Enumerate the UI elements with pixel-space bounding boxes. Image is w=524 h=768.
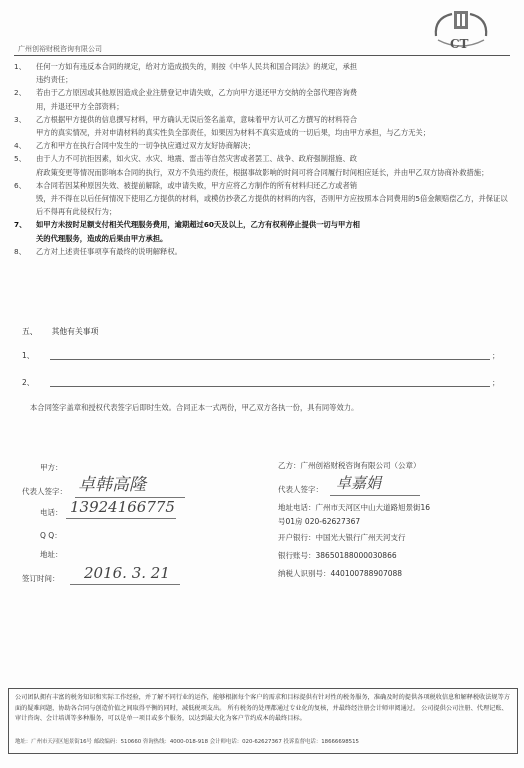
signature-line (330, 495, 420, 496)
clause-text: 乙方对上述责任事项享有最终的说明解释权。 (36, 246, 182, 256)
party-a-signature: 卓韩高隆 (78, 475, 146, 495)
clause-cont: 违约责任； (36, 75, 73, 85)
party-a-rep-label: 代表人签字： (22, 487, 67, 496)
clause-cont: 用，并退还甲方全部资料； (36, 101, 124, 111)
clause-text: 乙方根据甲方提供的信息撰写材料，甲方确认无误后签名盖章，意味着甲方认可乙方撰写的材料符合 (36, 114, 358, 124)
clause-8: 8、 乙方对上述责任事项享有最终的说明解释权。 (14, 245, 508, 258)
svg-text:CT: CT (450, 37, 469, 51)
party-a-date-label: 签订时间： (22, 574, 60, 583)
party-b-rep-label: 代表人签字： (278, 485, 323, 494)
clause-cont: 府政策变更等情况而影响本合同的执行，双方不负违约责任，根据事故影响的时间可将合同履行时间相应延长，并由甲乙双方协商补救措施； (36, 167, 489, 177)
header-company-name: 广州创裕财税咨询有限公司 (18, 45, 102, 53)
party-a-address-label: 地址： (40, 550, 63, 559)
party-b-bank: 开户银行：中国光大银行广州天河支行 (278, 533, 406, 542)
liability-clauses (14, 60, 508, 258)
clause-cont: 毁，并不得在以后任何情况下使用乙方提供的材料，或模仿抄袭乙方提供的材料的内容，否则甲方应按照本合同费用的5倍金额赔偿乙方，并保证以后不得再有此侵权行为； (36, 194, 508, 217)
footer-address: 地址：广州市天河区旭景街16号 邮政编码：510660 咨询热线：4000-018-918 会计师电话：020-62627367 投诉监督电话：18666698515 (15, 739, 359, 745)
date-line (70, 584, 180, 585)
party-a-phone: 13924166775 (70, 498, 175, 516)
clause-cont: 关的代理服务，造成的后果由甲方承担。 (36, 233, 168, 243)
footer-box (8, 688, 518, 754)
company-logo-icon (430, 8, 492, 54)
clause-7: 7、 如甲方未按时足额支付相关代理服务费用，逾期超过60天及以上，乙方有权利停止提供一切与甲方相 关的代理服务，造成的后果由甲方承担。 (14, 218, 508, 244)
clause-4: 4、 乙方和甲方在执行合同中发生的一切争执应通过双方友好协商解决； (14, 139, 508, 152)
clause-1: 1、 任何一方如有违反本合同的规定，给对方造成损失的，则按《中华人民共和国合同法》的规定，承担 违约责任； (14, 60, 508, 86)
clause-text: 任何一方如有违反本合同的规定，给对方造成损失的，则按《中华人民共和国合同法》的规定，承担 (36, 62, 358, 71)
fill-in-line (50, 359, 490, 360)
clause-text: 本合同若因某种原因失效、被提前解除，或申请失败，甲方应将乙方制作的所有材料归还乙方或者销 (36, 180, 358, 190)
phone-line (66, 518, 176, 519)
clause-2: 2、 若由于乙方原因或其他原因造成企业注册登记申请失败，乙方向甲方退还甲方交纳的全部代理咨询费 用，并退还甲方全部资料； (14, 86, 508, 112)
party-b-signature: 卓嘉娟 (336, 474, 382, 492)
contract-effect-text: 本合同签字盖章和授权代表签字后即时生效。合同正本一式两份，甲乙双方各执一份，具有同等效力。 (30, 403, 359, 412)
party-a-label: 甲方： (40, 463, 63, 472)
clause-5: 5、 由于人力不可抗拒因素，如火灾、水灾、地震、雷击等自然灾害或者罢工、战争、政府强制措施、政 府政策变更等情况而影响本合同的执行，双方不负违约责任，根据事故影响的时间可将合同履行时间相应延长，并由甲乙双方协商补救措施； (14, 152, 508, 178)
party-a-sign-date: 2016. 3. 21 (84, 564, 170, 582)
clause-3: 3、 乙方根据甲方提供的信息撰写材料，甲方确认无误后签名盖章，意味着甲方认可乙方撰写的材料符合 甲方的真实情况，并对申请材料的真实性负全部责任，如果因为材料不真实造成的一切后果，均由甲方承担，与乙方无关； (14, 113, 508, 139)
blank-line-2: 2、 ； (22, 378, 500, 387)
header-rule (14, 55, 510, 56)
clause-text: 如甲方未按时足额支付相关代理服务费用，逾期超过60天及以上，乙方有权利停止提供一切与甲方相 (36, 220, 360, 230)
party-b-label: 乙方：广州创裕财税咨询有限公司（公章） (278, 461, 421, 470)
footer-description: 公司团队拥有丰富的税务知识和实际工作经验，并了解不同行业的运作，能够根据每个客户的需求和目标提供有针对性的税务服务，准确及时的提供各项税收信息和解释税收法规等方面的疑难问题，协助各合同与创造价值之间取得平衡的同时，减低税项支出。 所有税务的处理都通过专业化的复核，并最终经注册会计师审阅通过。 公司提供公司注册、代理记账、审计咨询、会计培训等多种服务，可以是单一项目或多个服务，以达到最大化为客户节约成本的最终目标。 (15, 694, 510, 722)
party-a-qq-label: Q Q： (40, 531, 62, 540)
fill-in-line (50, 386, 490, 387)
blank-line-1: 1、 ； (22, 351, 500, 360)
party-b-taxid: 纳税人识别号：440100788907088 (278, 569, 403, 578)
section-5-heading: 五、 其他有关事项 (22, 327, 99, 336)
clause-text: 由于人力不可抗拒因素，如火灾、水灾、地震、雷击等自然灾害或者罢工、战争、政府强制措施、政 (36, 154, 358, 164)
clause-text: 乙方和甲方在执行合同中发生的一切争执应通过双方友好协商解决； (36, 141, 255, 151)
clause-6: 6、 本合同若因某种原因失效、被提前解除，或申请失败，甲方应将乙方制作的所有材料归还乙方或者销 毁，并不得在以后任何情况下使用乙方提供的材料，或模仿抄袭乙方提供的材料的内容，否则甲方应按照本合同费用的5倍金额赔偿乙方，并保证以后不得再有此侵权行为； (14, 179, 508, 219)
party-b-address-line1: 地址电话：广州市天河区中山大道路旭景街16 (278, 503, 431, 512)
clause-cont: 甲方的真实情况，并对申请材料的真实性负全部责任，如果因为材料不真实造成的一切后果，均由甲方承担，与乙方无关； (36, 128, 431, 138)
clause-text: 若由于乙方原因或其他原因造成企业注册登记申请失败，乙方向甲方退还甲方交纳的全部代理咨询费 (36, 88, 358, 98)
party-b-account: 银行账号：38650188000030866 (278, 551, 397, 560)
party-a-phone-label: 电话： (40, 508, 63, 517)
party-b-address-line2: 号01房 020-62627367 (278, 517, 361, 526)
